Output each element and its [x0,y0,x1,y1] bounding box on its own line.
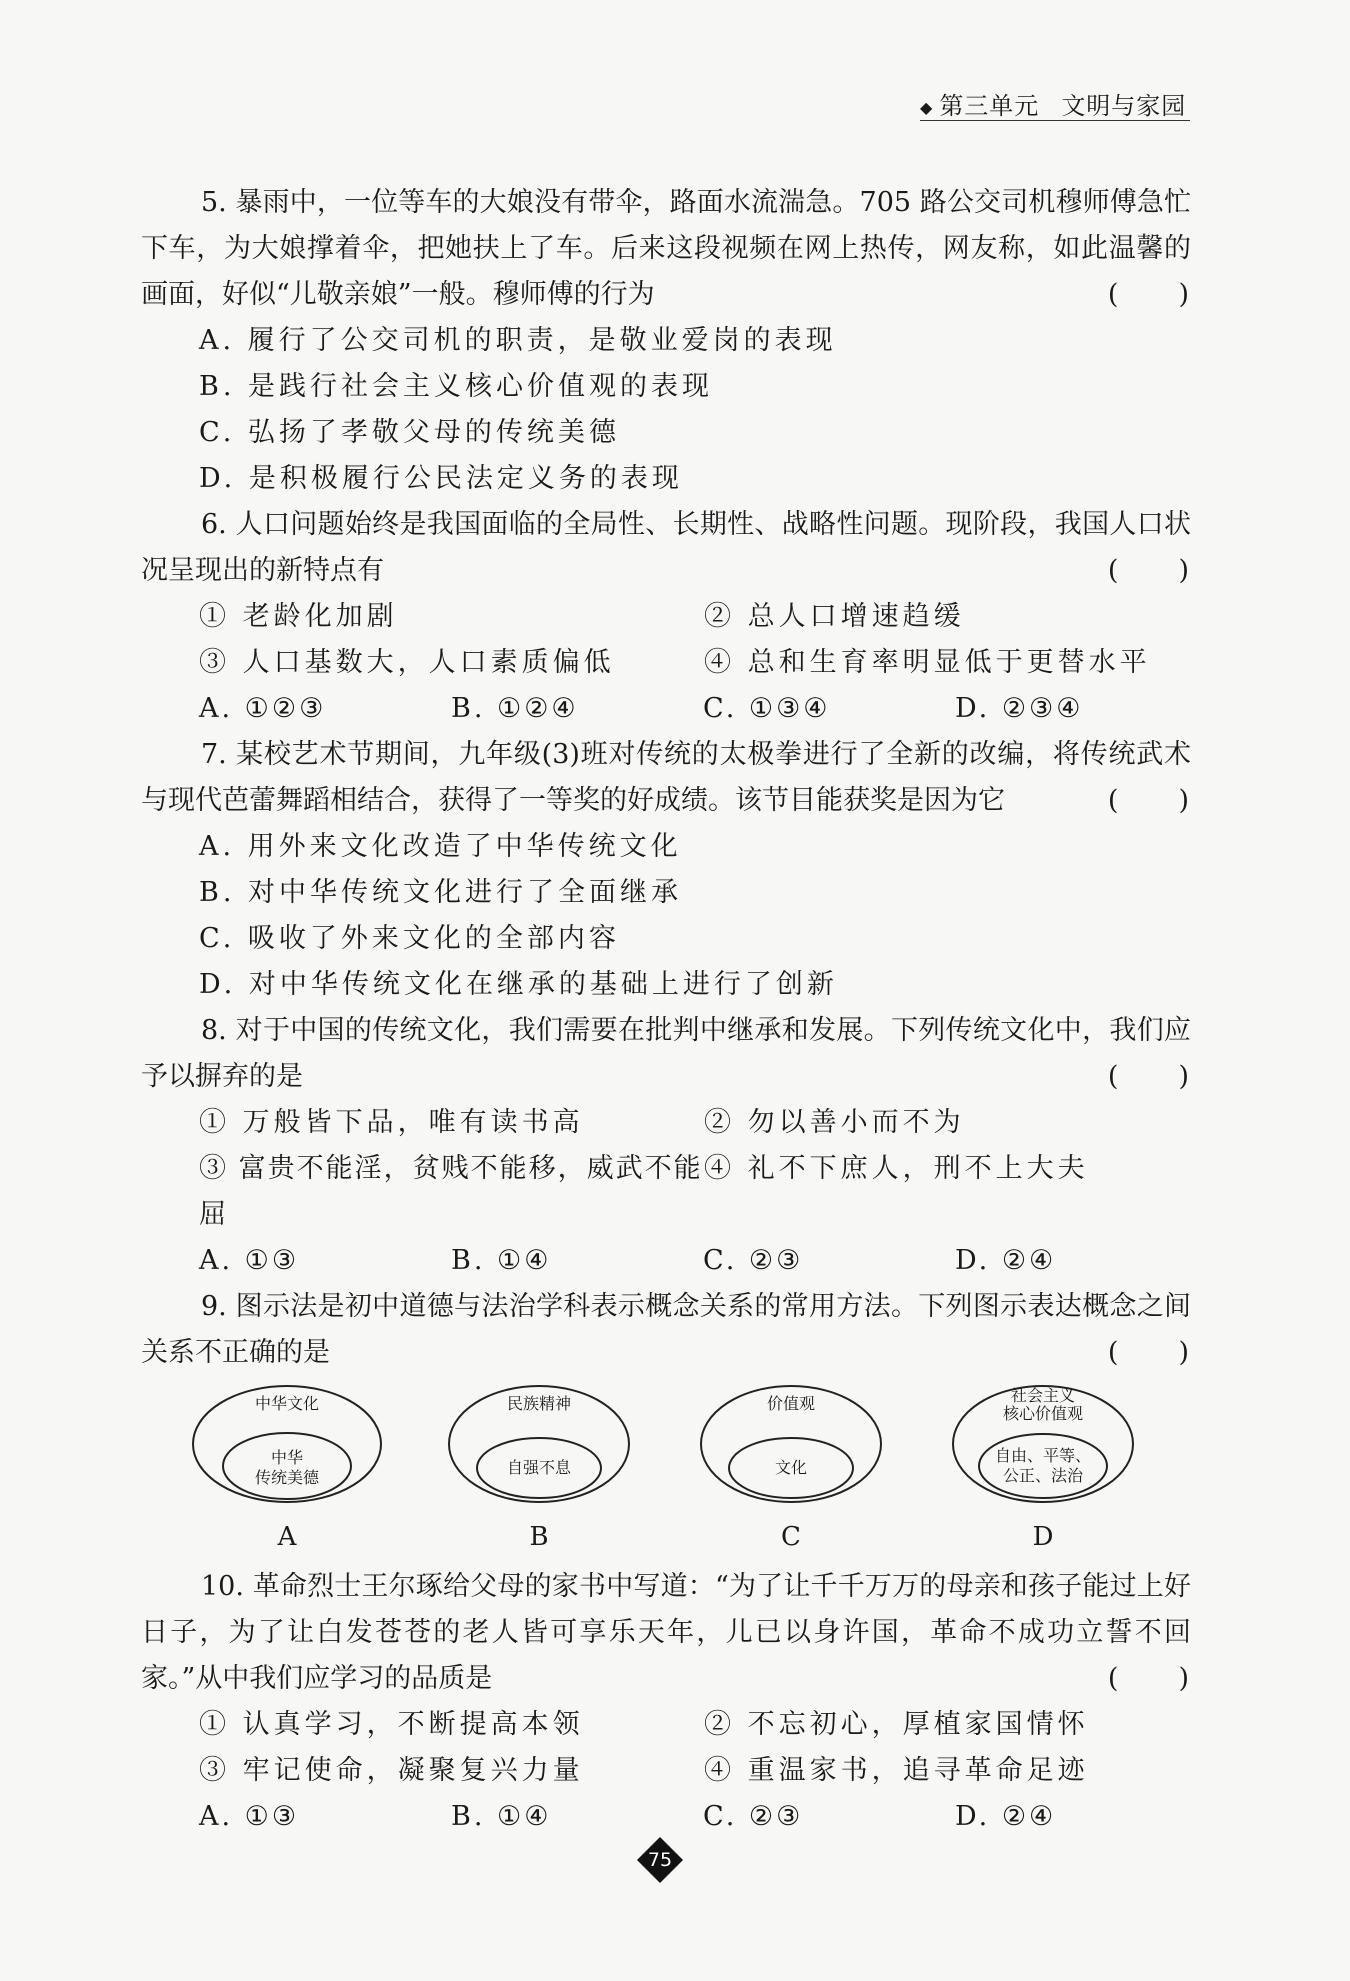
choice-a: A. ①②③ [199,693,327,724]
statement-4: ④ 重温家书，追寻革命足迹 [704,1755,1089,1786]
unit-header [920,86,1186,121]
outer-label: 社会主义 [1010,1386,1075,1405]
statement-4: ④ 礼不下庶人，刑不上大夫 [704,1153,1089,1184]
question-6-text: 6. 人口问题始终是我国面临的全局性、长期性、战略性问题。现阶段，我国人口状况呈现出的新特点有 [141,509,1191,586]
choice-b: B. ①②④ [451,693,579,724]
concept-diagrams [141,1382,1191,1560]
answer-bracket: ( ) [1107,785,1191,816]
outer-label-line2: 核心价值观 [1002,1404,1083,1423]
page-number-badge [636,1836,684,1884]
diagram-caption: C [781,1522,801,1552]
question-10-text: 10. 革命烈士王尔琢给父母的家书中写道：“为了让千千万万的母亲和孩子能过上好日子，为了让白发苍苍的老人皆可享乐天年，儿已以身许国，革命不成功立誓不回家。”从中我们应学习的品质是 [141,1571,1191,1694]
statement-3: ③ 人口基数大，人口素质偏低 [199,647,615,678]
option-a: A. 履行了公交司机的职责，是敬业爱岗的表现 [199,325,837,356]
option-d: D. 对中华传统文化在继承的基础上进行了创新 [199,969,838,1000]
statement-3: ③ 牢记使命，凝聚复兴力量 [199,1755,584,1786]
option-b: B. 对中华传统文化进行了全面继承 [199,877,683,908]
answer-bracket: ( ) [1107,1061,1191,1092]
inner-label: 文化 [774,1458,807,1477]
inner-label: 中华 [270,1448,303,1467]
diagram-d [897,1382,1149,1560]
inner-label-line2: 公正、法治 [1002,1466,1083,1485]
diagram-caption: B [529,1522,549,1552]
option-d: D. 是积极履行公民法定义务的表现 [199,463,683,494]
statement-2: ② 总人口增速趋缓 [704,601,965,632]
question-7-stem [141,732,1191,824]
unit-number: 第三单元 [939,92,1040,120]
question-9-text: 9. 图示法是初中道德与法治学科表示概念关系的常用方法。下列图示表达概念之间关系不正确的是 [141,1291,1191,1368]
answer-bracket: ( ) [1107,1663,1191,1694]
page-number: 75 [647,1849,673,1871]
choice-a: A. ①③ [199,1801,300,1832]
answer-bracket: ( ) [1107,1337,1191,1368]
question-5-text: 5. 暴雨中，一位等车的大娘没有带伞，路面水流湍急。705 路公交司机穆师傅急忙下车，为大娘撑着伞，把她扶上了车。后来这段视频在网上热传，网友称，如此温馨的画面，好似“儿敬亲娘”一般。穆师傅的行为 [141,187,1191,310]
diagram-a [141,1382,393,1560]
choice-row [141,686,1191,732]
statement-1: ① 老龄化加剧 [199,601,398,632]
header-rule [920,120,1190,121]
statement-3: ③ 富贵不能淫，贫贱不能移，威武不能屈 [199,1153,703,1230]
diagram-c [645,1382,897,1560]
question-8-stem [141,1008,1191,1100]
answer-bracket: ( ) [1107,279,1191,310]
outer-label: 民族精神 [506,1394,571,1413]
question-8-text: 8. 对于中国的传统文化，我们需要在批判中继承和发展。下列传统文化中，我们应予以摒弃的是 [141,1015,1191,1092]
inner-label: 自强不息 [506,1458,571,1477]
answer-bracket: ( ) [1107,555,1191,586]
choice-c: C. ①③④ [703,693,831,724]
outer-label: 中华文化 [254,1394,319,1413]
choice-c: C. ②③ [703,1801,804,1832]
diagram-b [393,1382,645,1560]
option-c: C. 吸收了外来文化的全部内容 [199,923,620,954]
statement-list [141,1702,1191,1794]
unit-title: 文明与家园 [1061,92,1187,120]
question-5-stem [141,180,1191,318]
question-7-text: 7. 某校艺术节期间，九年级(3)班对传统的太极拳进行了全新的改编，将传统武术与现代芭蕾舞蹈相结合，获得了一等奖的好成绩。该节目能获奖是因为它 [141,739,1191,816]
choice-d: D. ②④ [955,1245,1057,1276]
questions [141,180,1191,1840]
statement-4: ④ 总和生育率明显低于更替水平 [704,647,1151,678]
choice-a: A. ①③ [199,1245,300,1276]
question-6-stem [141,502,1191,594]
statement-list [141,1100,1191,1238]
statement-1: ① 认真学习，不断提高本领 [199,1709,584,1740]
option-b: B. 是践行社会主义核心价值观的表现 [199,371,714,402]
diagram-caption: D [1032,1522,1054,1552]
statement-list [141,594,1191,686]
inner-label-line2: 传统美德 [254,1468,319,1487]
choice-d: D. ②③④ [955,693,1084,724]
choice-b: B. ①④ [451,1801,552,1832]
option-a: A. 用外来文化改造了中华传统文化 [199,831,682,862]
statement-1: ① 万般皆下品，唯有读书高 [199,1107,584,1138]
choice-d: D. ②④ [955,1801,1057,1832]
inner-label: 自由、平等、 [994,1446,1091,1465]
question-9-stem [141,1284,1191,1376]
diagram-caption: A [277,1522,297,1552]
choice-b: B. ①④ [451,1245,552,1276]
diamond-icon: ◆ [920,97,934,117]
statement-2: ② 不忘初心，厚植家国情怀 [704,1709,1089,1740]
option-c: C. 弘扬了孝敬父母的传统美德 [199,417,620,448]
statement-2: ② 勿以善小而不为 [704,1107,965,1138]
choice-c: C. ②③ [703,1245,804,1276]
question-10-stem [141,1564,1191,1702]
choice-row [141,1794,1191,1840]
choice-row [141,1238,1191,1284]
outer-label: 价值观 [766,1394,815,1413]
